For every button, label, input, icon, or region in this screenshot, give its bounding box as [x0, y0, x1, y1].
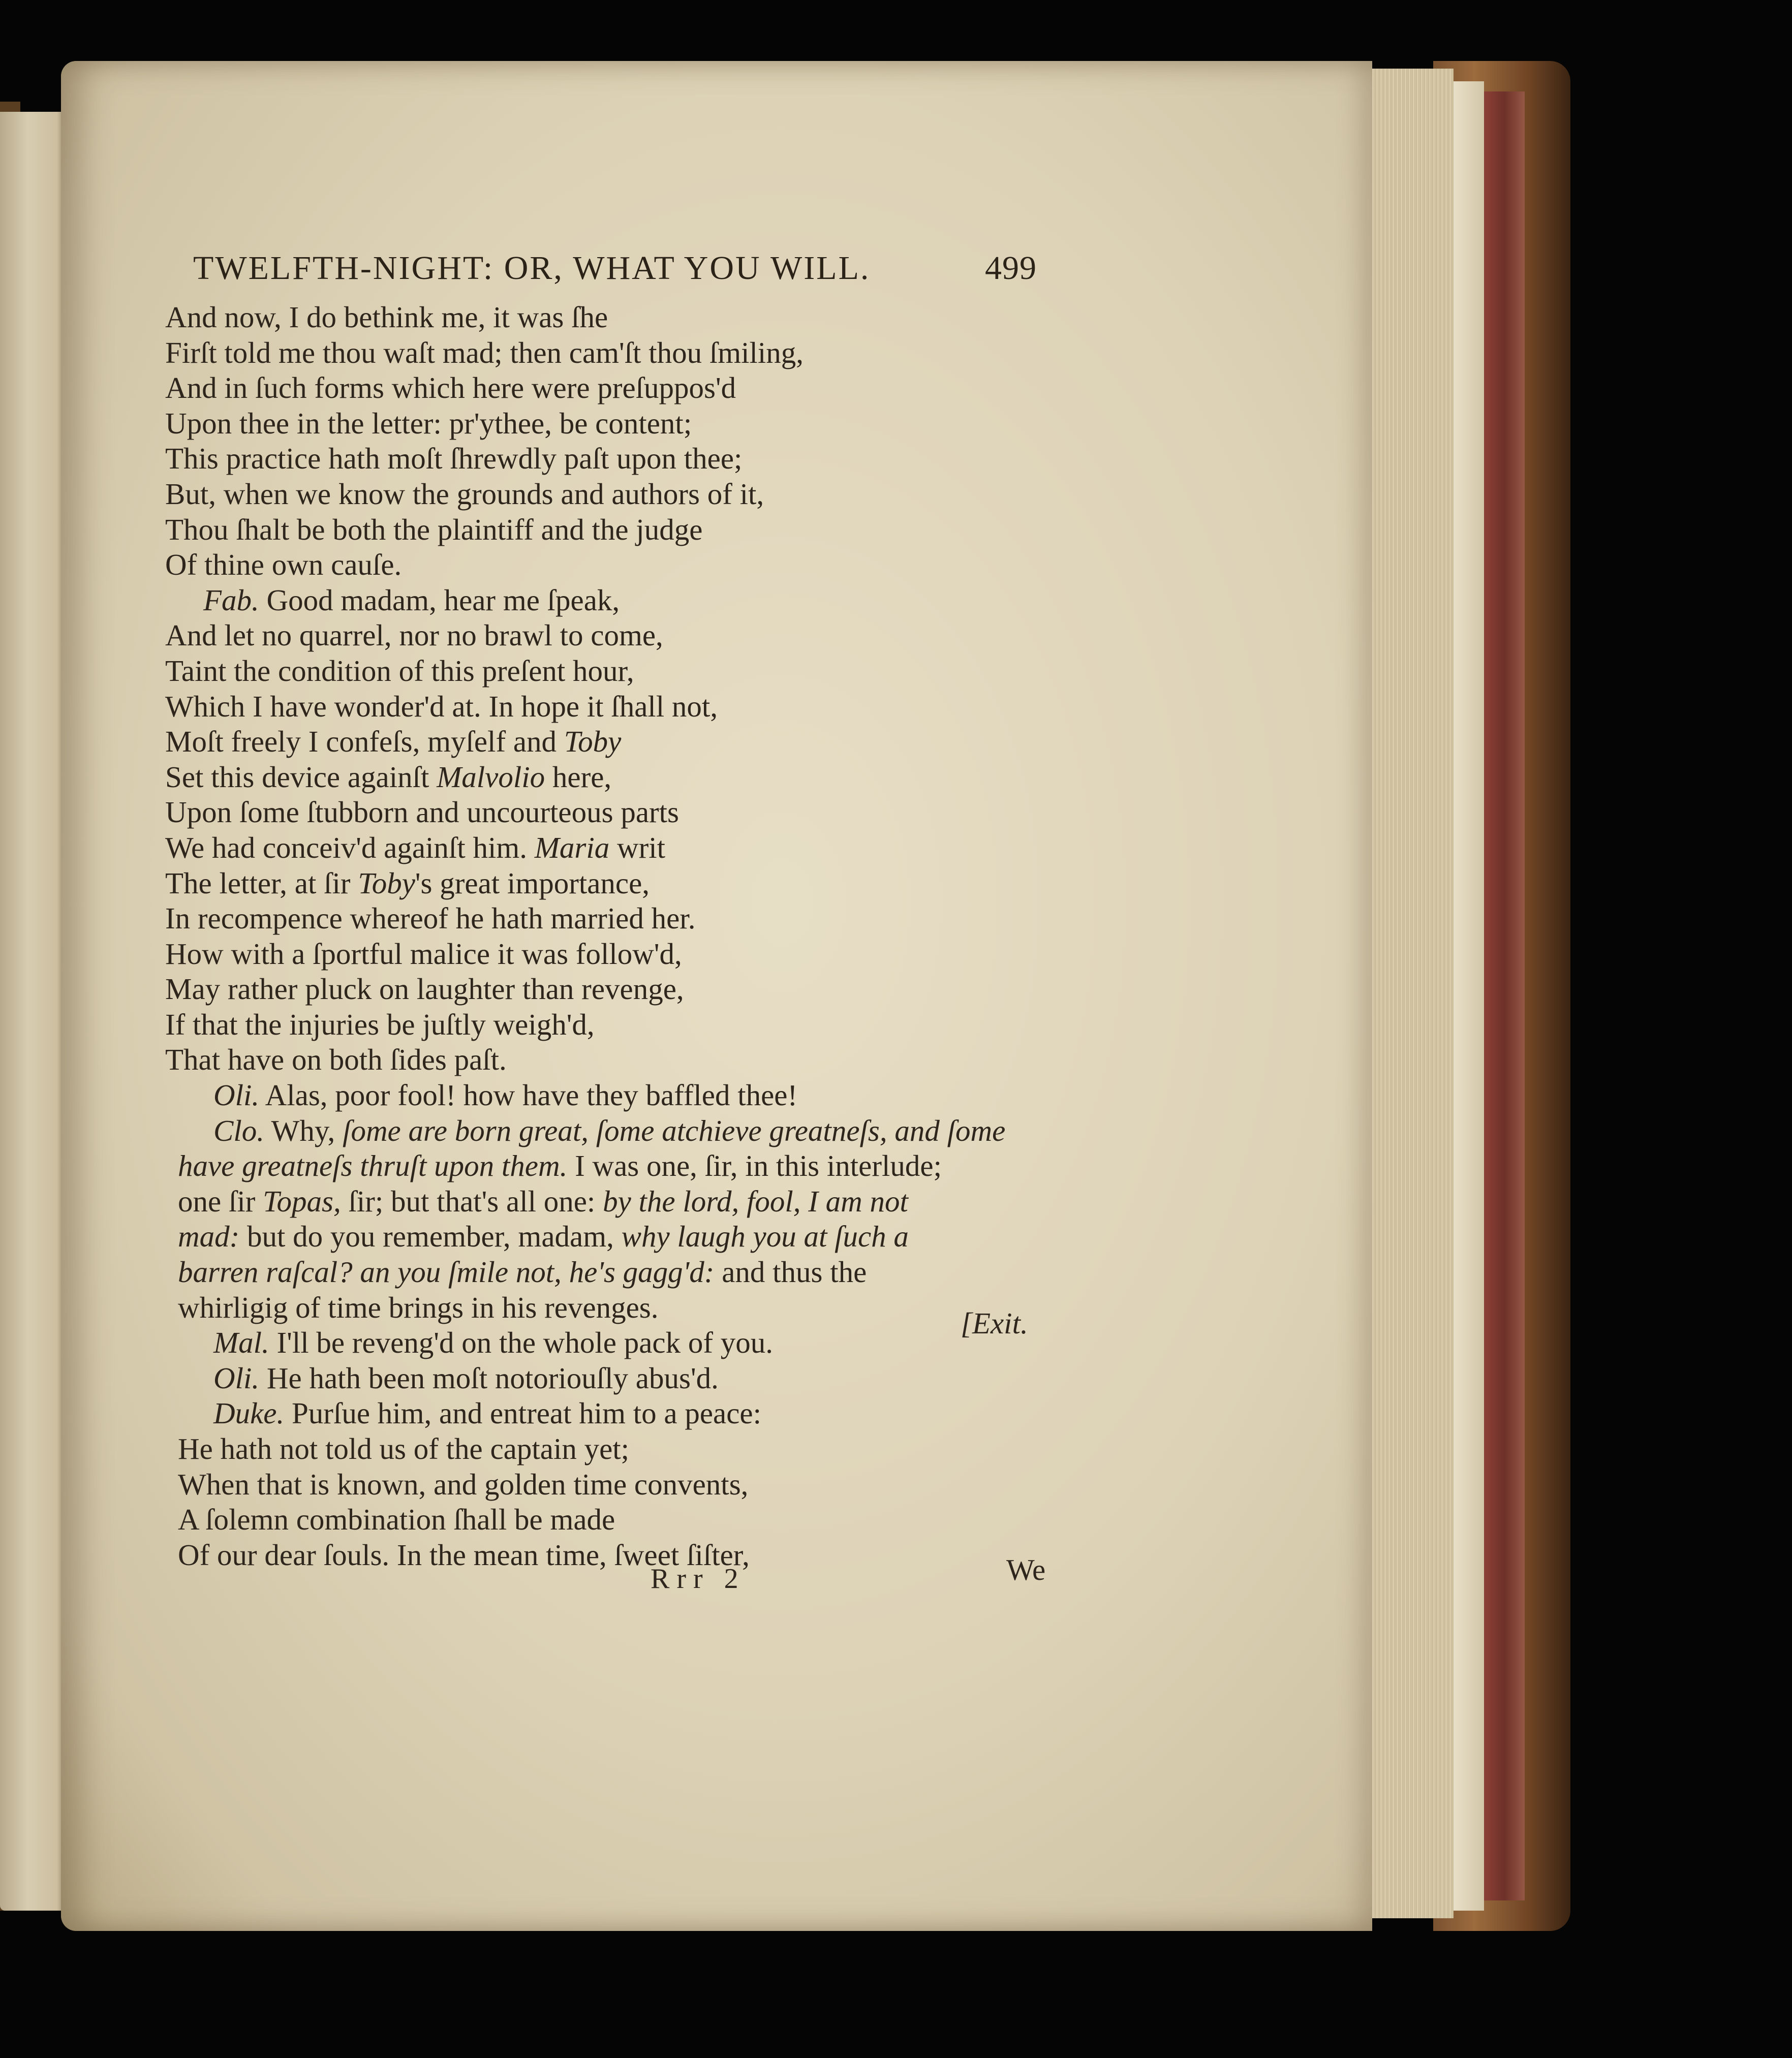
line-text: If that the injuries be juſtly weigh'd, [165, 1007, 595, 1041]
text-line [165, 1538, 1055, 1573]
line-text: And let no quarrel, nor no brawl to come, [165, 618, 663, 652]
italic-text: why laugh you at ſuch a [621, 1220, 909, 1254]
line-text: Purſue him, and entreat him to a peace: [284, 1396, 761, 1430]
text-line [165, 901, 1055, 937]
line-text: He hath not told us of the captain yet; [178, 1432, 630, 1465]
text-line [165, 830, 1055, 866]
line-text: whirligig of time brings in his revenges. [178, 1290, 659, 1324]
line-text: one ſir [178, 1184, 263, 1218]
speaker-name: Mal. [213, 1326, 269, 1360]
line-text: He hath been moſt notoriouſly abus'd. [259, 1361, 719, 1395]
line-text: Upon ſome ſtubborn and uncourteous parts [165, 795, 679, 829]
speaker-name: Oli. [213, 1361, 260, 1395]
speaker-name: Clo. [213, 1113, 264, 1147]
text-line [165, 1113, 1055, 1149]
italic-text: ſome are born great, ſome atchieve greatneſs, and ſome [343, 1113, 1006, 1147]
facing-page-edge [0, 112, 71, 1911]
line-text: ſir; but that's all one: [341, 1184, 603, 1218]
line-text: Moſt freely I confeſs, myſelf and [165, 725, 564, 759]
line-text: Upon thee in the letter: pr'ythee, be content; [165, 406, 692, 440]
page-number: 499 [985, 250, 1037, 287]
text-line [165, 512, 1055, 548]
line-text: This practice hath moſt ſhrewdly paſt upon thee; [165, 442, 743, 476]
line-text: Of thine own cauſe. [165, 548, 402, 582]
text-line [165, 406, 1055, 442]
text-line [165, 760, 1055, 795]
line-text: In recompence whereof he hath married her. [165, 901, 696, 936]
line-text: We had conceiv'd againſt him. [165, 830, 535, 864]
line-text: Taint the condition of this preſent hour, [165, 653, 634, 688]
catchword: We [1006, 1553, 1046, 1586]
italic-text: by the lord, fool, I am not [603, 1184, 908, 1218]
italic-text: Maria [534, 830, 610, 864]
page-block-edges [1362, 69, 1454, 1918]
text-line [165, 1255, 1055, 1290]
text-line [165, 300, 1055, 335]
line-text: but do you remember, madam, [239, 1220, 622, 1254]
text-line [165, 1290, 1055, 1326]
text-line [165, 477, 1055, 512]
text-line [165, 547, 1055, 583]
speaker-name: Oli. [213, 1078, 260, 1112]
speaker-name: Fab. [203, 583, 259, 617]
stage-direction-exit: [Exit. [961, 1306, 1028, 1340]
text-line [165, 1148, 1055, 1184]
line-text: writ [609, 830, 666, 864]
play-text [165, 300, 1055, 1573]
endpaper [1454, 81, 1484, 1911]
line-text: A ſolemn combination ſhall be made [178, 1503, 615, 1537]
italic-text: Toby [564, 725, 622, 759]
text-line [165, 1361, 1055, 1396]
text-line [165, 937, 1055, 972]
text-line [165, 1396, 1055, 1431]
line-text: And in ſuch forms which here were preſuppos'd [165, 371, 736, 405]
text-line [165, 689, 1055, 725]
text-line [165, 795, 1055, 830]
line-text: May rather pluck on laughter than revenge, [165, 972, 684, 1006]
line-text: That have on both ſides paſt. [165, 1043, 507, 1077]
text-line [165, 370, 1055, 406]
text-line [165, 1502, 1055, 1538]
text-line [165, 1078, 1055, 1113]
line-text: I was one, ſir, in this interlude; [567, 1149, 942, 1183]
text-line [165, 1184, 1055, 1220]
italic-text: mad: [178, 1220, 240, 1254]
text-line [165, 1325, 1055, 1361]
running-header [193, 249, 1037, 290]
line-text: How with a ſportful malice it was follow'd, [165, 937, 682, 971]
text-line [165, 1219, 1055, 1255]
cover-lining [1484, 91, 1525, 1900]
line-text: 's great importance, [415, 866, 650, 900]
speaker-name: Duke. [213, 1396, 285, 1430]
line-text: Thou ſhalt be both the plaintiff and the judge [165, 512, 703, 546]
line-text: Firſt told me thou waſt mad; then cam'ſt thou ſmiling, [165, 335, 804, 369]
text-line [165, 1467, 1055, 1503]
line-text: Which I have wonder'd at. In hope it ſhall not, [165, 689, 718, 723]
line-text: Of our dear ſouls. In the mean time, ſweet ſiſter, [178, 1538, 750, 1572]
line-text: here, [545, 760, 612, 794]
italic-text: Malvolio [437, 760, 545, 794]
line-text: Alas, poor fool! how have they baffled thee! [259, 1078, 798, 1112]
line-text: Good madam, hear me ſpeak, [259, 583, 620, 617]
line-text: Why, [264, 1113, 343, 1147]
text-line [165, 972, 1055, 1007]
text-line [165, 866, 1055, 901]
italic-text: Topas, [263, 1184, 341, 1218]
text-line [165, 441, 1055, 477]
text-line [165, 583, 1055, 618]
line-text: And now, I do bethink me, it was ſhe [165, 300, 608, 334]
text-line [165, 618, 1055, 653]
line-text: I'll be reveng'd on the whole pack of you. [269, 1326, 773, 1360]
italic-text: have greatneſs thruſt upon them. [178, 1149, 568, 1183]
text-line [165, 1007, 1055, 1043]
italic-text: barren raſcal? an you ſmile not, he's gagg'd: [178, 1255, 715, 1289]
text-line [165, 724, 1055, 760]
running-title: TWELFTH-NIGHT: OR, WHAT YOU WILL. [193, 250, 871, 287]
text-line [165, 335, 1055, 371]
line-text: The letter, at ſir [165, 866, 358, 900]
line-text: Set this device againſt [165, 760, 437, 794]
line-text: But, when we know the grounds and authors of it, [165, 477, 764, 511]
text-line [165, 1431, 1055, 1467]
line-text: When that is known, and golden time convents, [178, 1467, 749, 1501]
italic-text: Toby [358, 866, 415, 900]
signature-mark: Rrr 2 [651, 1563, 746, 1595]
text-line [165, 653, 1055, 689]
text-line [165, 1042, 1055, 1078]
line-text: and thus the [714, 1255, 867, 1289]
